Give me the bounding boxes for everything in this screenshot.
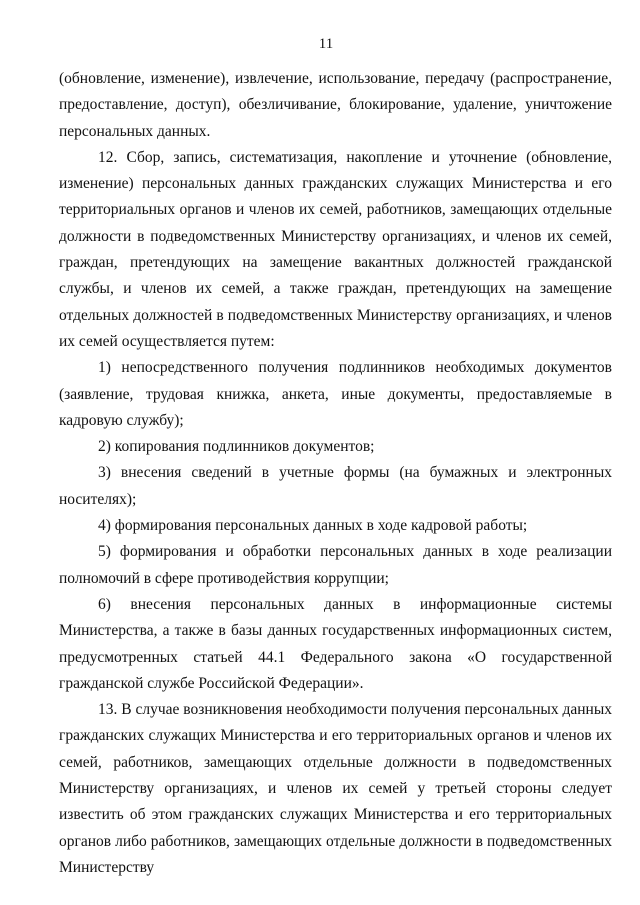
- paragraph-13: 13. В случае возникновения необходимости получения персональных данных гражданских служащих Министерства и его территориальных органов и членов их семей, работников, замещающих отдельные должности в подведомственных Министерству организациях, и членов их семей у третьей стороны следует известить об этом гражданских служащих Министерства и его территориальных органов либо работников, замещающих отдельные должности в подведомственных Министерству: [59, 701, 612, 876]
- paragraph-continuation: (обновление, изменение), извлечение, использование, передачу (распространение, предоставление, доступ), обезличивание, блокирование, удаление, уничтожение персональных данных.: [59, 70, 612, 140]
- paragraph-12: 12. Сбор, запись, систематизация, накопление и уточнение (обновление, изменение) персональных данных гражданских служащих Министерства и его территориальных органов и членов их семей, работников, замещающих отдельные должности в подведомственных Министерству организациях, и членов их семей, граждан, претендующих на замещение вакантных должностей гражданской службы, и членов их семей, а также граждан, претендующих на замещение отдельных должностей в подведомственных Министерству организациях, и членов их семей осуществляется путем:: [59, 148, 612, 350]
- document-body: [59, 66, 612, 881]
- list-item-3: 3) внесения сведений в учетные формы (на бумажных и электронных носителях);: [59, 464, 612, 508]
- list-item-6: 6) внесения персональных данных в информационные системы Министерства, а также в базы данных государственных информационных систем, предусмотренных статьей 44.1 Федерального закона «О государственной гражданской службе Российской Федерации».: [59, 595, 612, 692]
- list-item-4: 4) формирования персональных данных в ходе кадровой работы;: [98, 517, 528, 535]
- page-number: 11: [318, 36, 334, 52]
- list-item-5: 5) формирования и обработки персональных данных в ходе реализации полномочий в сфере противодействия коррупции;: [59, 543, 612, 587]
- list-item-2: 2) копирования подлинников документов;: [98, 438, 375, 456]
- list-item-1: 1) непосредственного получения подлинников необходимых документов (заявление, трудовая книжка, анкета, иные документы, предоставляемые в кадровую службу);: [59, 359, 612, 429]
